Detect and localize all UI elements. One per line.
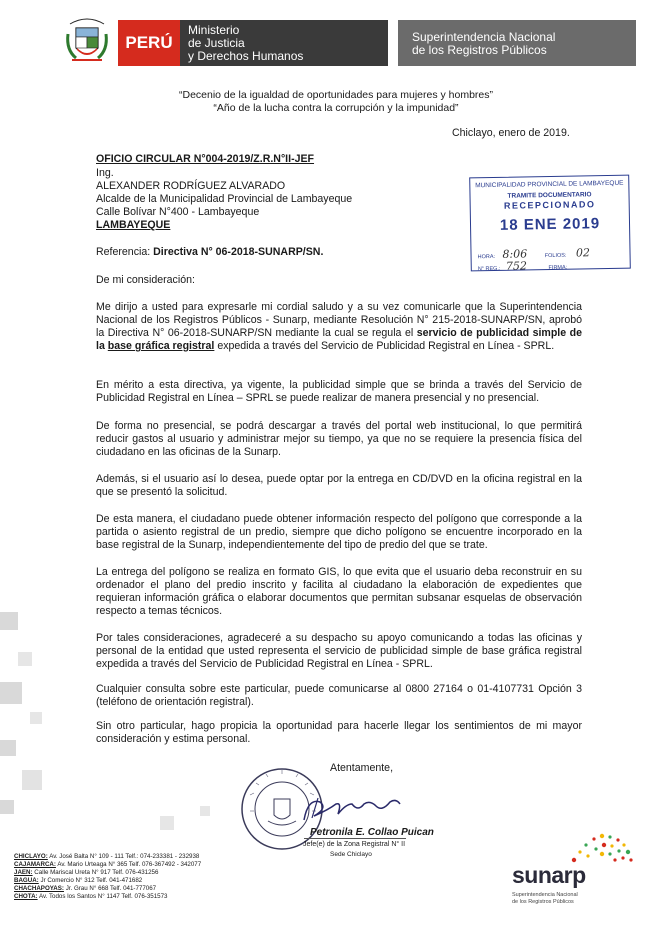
recipient-city: LAMBAYEQUE xyxy=(96,219,171,231)
sunarp-dot xyxy=(586,854,589,857)
place-date: Chiclayo, enero de 2019. xyxy=(452,127,570,139)
footer-office-detail: Jr. Grau N° 668 Telf. 041-777067 xyxy=(63,885,157,892)
footer-office-city: CAJAMARCA: xyxy=(14,861,56,868)
footer-office-row xyxy=(14,893,254,901)
closing: Atentamente, xyxy=(330,762,394,774)
ministry-block xyxy=(180,20,388,66)
footer-office-city: CHACHAPOYAS: xyxy=(14,885,64,892)
footer-office-detail: Av. José Balta N° 109 - 111 Telf.: 074-233381 - 232938 xyxy=(47,853,200,860)
sunarp-logo-sub xyxy=(512,892,578,906)
sunarp-dot xyxy=(622,843,625,846)
agency-line: de los Registros Públicos xyxy=(412,43,547,57)
decorative-square xyxy=(22,770,42,790)
decorative-square xyxy=(200,806,210,816)
footer-office-detail: Calle Mariscal Ureta N° 917 Telf. 076-431256 xyxy=(32,869,159,876)
ministry-line: y Derechos Humanos xyxy=(188,49,304,63)
recipient-name: ALEXANDER RODRÍGUEZ ALVARADO xyxy=(96,180,286,192)
decorative-square xyxy=(18,652,32,666)
paragraph-1 xyxy=(96,301,582,353)
footer-office-city: BAGUA: xyxy=(14,877,39,884)
paragraph-2: En mérito a esta directiva, ya vigente, la publicidad simple que se brinda a través del Servicio de Publicidad Registral en Línea – SPRL se puede realizar de manera presencial y no presencial. xyxy=(96,379,582,404)
footer-office-detail: Av. Mario Urteaga N° 365 Telf. 076-367492 - 342077 xyxy=(55,861,202,868)
stamp-reg-label: N° REG.: xyxy=(477,265,501,273)
paragraph-6: La entrega del polígono se realiza en formato GIS, lo que evita que el usuario deba reconstruir en su ordenador el plano del predio inscrito y facilita al ciudadano la elaboración de expedientes que requieran información gráfica o elaborar documentos que permitan subsanar esquelas de observación respecto a temas técnicos. xyxy=(96,566,582,617)
stamp-date: 18 ENE 2019 xyxy=(499,215,601,234)
footer-office-row xyxy=(14,853,254,861)
footer-office-row xyxy=(14,885,254,893)
stamp-reg-row xyxy=(478,259,568,274)
agency-block xyxy=(398,20,636,66)
reference-value: Directiva N° 06-2018-SUNARP/SN. xyxy=(153,246,324,258)
sunarp-dot xyxy=(578,850,581,853)
recipient-position: Alcalde de la Municipalidad Provincial de Lambayeque xyxy=(96,193,353,205)
stamp-firma-label: FIRMA: xyxy=(548,264,568,272)
signer-name: Petronila E. Collao Puican xyxy=(310,827,434,838)
decorative-square xyxy=(160,816,174,830)
document-number: OFICIO CIRCULAR N°004-2019/Z.R.N°II-JEF xyxy=(96,153,315,165)
decorative-square xyxy=(30,712,42,724)
recipient-title: Ing. xyxy=(96,167,114,179)
coat-of-arms-icon xyxy=(62,14,112,70)
stamp-line-2: TRAMITE DOCUMENTARIO xyxy=(507,191,592,200)
motto-line-2: “Año de la lucha contra la corrupción y la impunidad” xyxy=(213,102,459,114)
motto-line-1: “Decenio de la igualdad de oportunidades para mujeres y hombres” xyxy=(178,89,494,101)
paragraph-8: Cualquier consulta sobre este particular, puede comunicarse al 0800 27164 o 01-4107731 Opción 3 (teléfono de orientación registral). xyxy=(96,683,582,708)
sunarp-dot xyxy=(617,849,620,852)
footer-office-city: CHOTA: xyxy=(14,893,38,900)
paragraph-1-bold: servicio de publicidad simple de la xyxy=(96,327,582,352)
paragraph-1-bold-underline: base gráfica registral xyxy=(107,340,215,352)
signer-seat: Sede Chiclayo xyxy=(330,851,372,858)
stamp-reg-value: 752 xyxy=(505,259,528,273)
paragraph-1-end: expedida a través del Servicio de Publicidad Registral en Línea - SPRL. xyxy=(214,340,555,352)
stamp-folios-value: 02 xyxy=(575,246,591,260)
sunarp-dot xyxy=(594,847,597,850)
sunarp-dot xyxy=(592,837,595,840)
sunarp-sub-line-2: de los Registros Públicos xyxy=(512,899,574,905)
recipient-address: Calle Bolívar N°400 - Lambayeque xyxy=(96,206,260,218)
paragraph-1-text: Me dirijo a usted para expresarle mi cordial saludo y a su vez comunicarle que la Superintendencia Nacional de los Registros Públicos - Sunarp, mediante Resolución N° 215-2018-SUNARP/SN, aprobó la Directiva N° 06-2018-SUNARP/SN mediante la cual se regula el xyxy=(96,301,582,339)
sunarp-logo-word: sunarp xyxy=(512,862,586,888)
sunarp-dot xyxy=(621,856,624,859)
peru-badge: PERÚ xyxy=(118,20,180,66)
ministry-line: de Justicia xyxy=(188,36,245,50)
reception-stamp xyxy=(469,175,631,272)
reference-label: Referencia: xyxy=(96,246,154,258)
footer-office-detail: Av. Todos los Santos N° 1147 Telf. 076-351573 xyxy=(37,893,168,900)
stamp-line-3: RECEPCIONADO xyxy=(503,199,596,211)
stamp-line-1: MUNICIPALIDAD PROVINCIAL DE LAMBAYEQUE xyxy=(475,179,624,190)
paragraph-7: Por tales consideraciones, agradeceré a su despacho su apoyo comunicando a todas las oficinas y personal de la entidad que usted representa el servicio de publicidad simple de base gráfica registral expedida a través del Servicio de Publicidad Registral en Línea - SPRL. xyxy=(96,632,582,670)
footer-office-row xyxy=(14,877,254,885)
decorative-square xyxy=(0,740,16,756)
sunarp-sub-line-1: Superintendencia Nacional xyxy=(512,892,578,898)
sunarp-dot xyxy=(610,844,613,847)
sunarp-dot xyxy=(584,843,587,846)
paragraph-5: De esta manera, el ciudadano puede obtener información respecto del polígono que corresponde a la partida o asiento registral de un predio, siempre que dicho polígono se encuentre incorporado en la base registral de la Sunarp, independientemente del tipo de predio del que se trate. xyxy=(96,513,582,551)
decorative-square xyxy=(0,800,14,814)
paragraph-9: Sin otro particular, hago propicia la oportunidad para hacerle llegar los sentimientos de mi mayor consideración y estima personal. xyxy=(96,720,582,745)
paragraph-4: Además, si el usuario así lo desea, puede optar por la entrega en CD/DVD en la oficina registral en la que se presentó la solicitud. xyxy=(96,473,582,498)
signer-role: Jefe(e) de la Zona Registral N° II xyxy=(303,841,406,848)
stamp-hora-label: HORA: xyxy=(477,253,496,261)
salutation: De mi consideración: xyxy=(96,274,195,286)
stamp-folios-label: FOLIOS: xyxy=(544,252,567,260)
paragraph-3: De forma no presencial, se podrá descargar a través del portal web institucional, lo que permitirá reducir gastos al usuario y administrar mejor su tiempo, ya que no se requiere la presencia física del ciudadano en las oficinas de la Sunarp. xyxy=(96,420,582,458)
ministry-line: Ministerio xyxy=(188,23,240,37)
sunarp-dot xyxy=(608,835,611,838)
decorative-square xyxy=(0,682,22,704)
sunarp-dot xyxy=(616,838,619,841)
sunarp-dot xyxy=(602,843,606,847)
footer-offices xyxy=(14,853,254,901)
decorative-square xyxy=(0,612,18,630)
footer-office-row xyxy=(14,861,254,869)
agency-line: Superintendencia Nacional xyxy=(412,30,556,44)
footer-office-city: CHICLAYO: xyxy=(14,853,48,860)
sunarp-dot xyxy=(608,852,611,855)
sunarp-dot xyxy=(626,850,630,854)
sunarp-dot xyxy=(629,858,632,861)
reference-line xyxy=(96,246,323,259)
signature-icon xyxy=(298,790,408,830)
sunarp-dot xyxy=(613,858,616,861)
footer-office-city: JAEN: xyxy=(14,869,33,876)
sunarp-dot xyxy=(600,834,604,838)
sunarp-dot xyxy=(600,852,604,856)
footer-office-detail: Jr Comercio N° 312 Telf. 041-471682 xyxy=(38,877,143,884)
stamp-hora-value: 8:06 xyxy=(502,247,528,261)
footer-office-row xyxy=(14,869,254,877)
